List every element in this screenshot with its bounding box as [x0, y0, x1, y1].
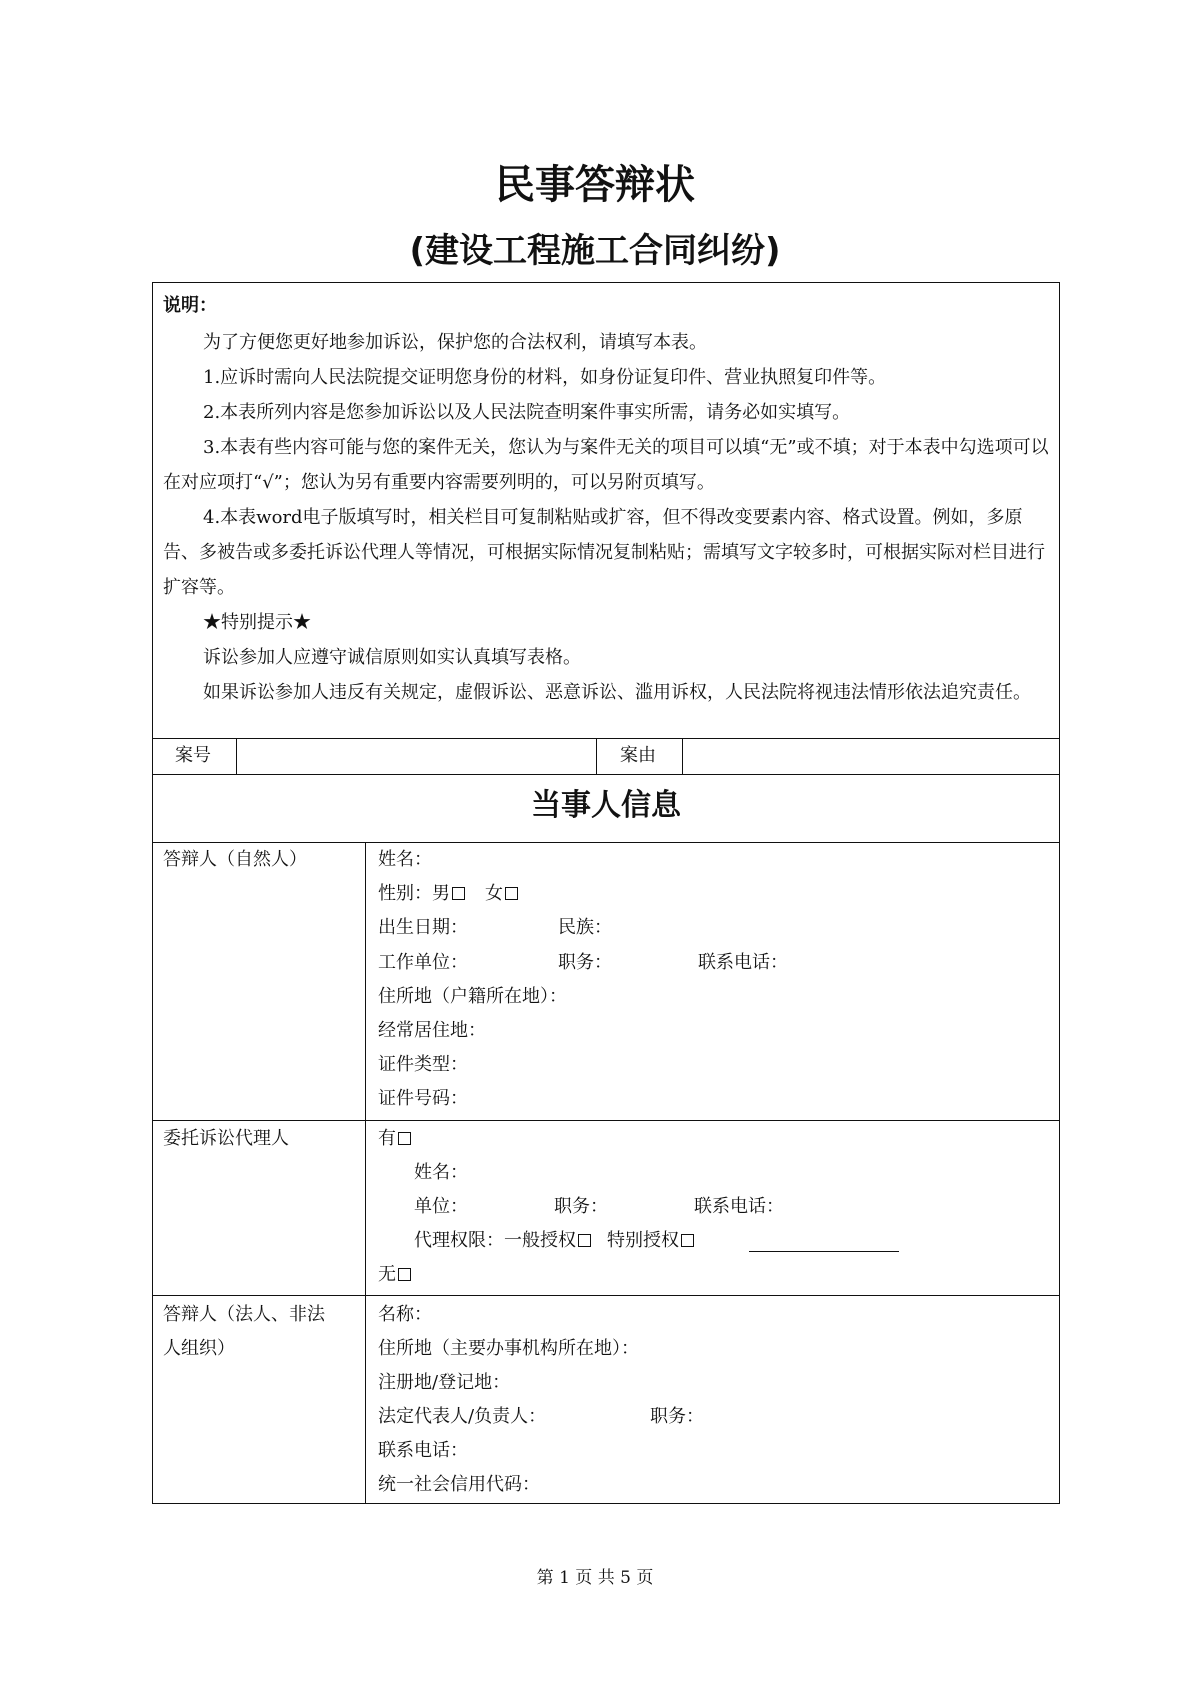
- authority-label: 代理权限：: [414, 1230, 504, 1251]
- general-authority-checkbox[interactable]: [578, 1234, 591, 1247]
- org-address-field[interactable]: 住所地（主要办事机构所在地）：: [378, 1338, 639, 1359]
- instruction-paragraph: 1.应诉时需向人民法院提交证明您身份的材料，如身份证复印件、营业执照复印件等。: [203, 367, 887, 388]
- row-divider: [153, 1295, 1059, 1296]
- credit-code-field[interactable]: 统一社会信用代码：: [378, 1474, 540, 1495]
- instruction-paragraph: 2.本表所列内容是您参加诉讼以及人民法院查明案件事实所需，请务必如实填写。: [203, 402, 851, 423]
- gender-field: [378, 883, 518, 905]
- employer-field[interactable]: 工作单位：: [378, 952, 468, 973]
- agent-no-label: 无: [378, 1264, 396, 1285]
- phone-field[interactable]: 联系电话：: [698, 952, 788, 973]
- authority-detail-underline[interactable]: [749, 1251, 899, 1252]
- case-cause-label: 案由: [620, 745, 656, 766]
- habitual-residence-field[interactable]: 经常居住地：: [378, 1020, 486, 1041]
- name-field[interactable]: 姓名：: [378, 849, 432, 870]
- natural-person-label: 答辩人（自然人）: [163, 849, 307, 870]
- female-checkbox[interactable]: [505, 887, 518, 900]
- legal-person-label-line1: 答辩人（法人、非法: [163, 1304, 325, 1325]
- agent-yes-option: [378, 1128, 411, 1150]
- position-field[interactable]: 职务：: [558, 952, 612, 973]
- id-number-field[interactable]: 证件号码：: [378, 1088, 468, 1109]
- column-divider: [365, 842, 366, 1504]
- party-info-title: 当事人信息: [531, 788, 681, 823]
- instruction-paragraph: 4.本表word电子版填写时，相关栏目可复制粘贴或扩容，但不得改变要素内容、格式设置。例如，多原告、多被告或多委托诉讼代理人等情况，可根据实际情况复制粘贴；需填写文字较多时，可根据实际对栏目进行扩容等。: [163, 507, 1045, 598]
- agent-authority-field: [414, 1230, 694, 1252]
- instruction-paragraph: 诉讼参加人应遵守诚信原则如实认真填写表格。: [203, 647, 581, 668]
- instruction-paragraph: 3.本表有些内容可能与您的案件无关，您认为与案件无关的项目可以填“无”或不填；对于本表中勾选项可以在对应项打“√”；您认为另有重要内容需要列明的，可以另附页填写。: [163, 437, 1049, 493]
- male-label: 男: [432, 883, 450, 904]
- column-divider: [596, 738, 597, 774]
- instructions-heading: 说明：: [163, 295, 217, 316]
- legal-representative-field[interactable]: 法定代表人/负责人：: [378, 1406, 547, 1427]
- org-phone-field[interactable]: 联系电话：: [378, 1440, 468, 1461]
- agent-name-field[interactable]: 姓名：: [414, 1162, 468, 1183]
- column-divider: [236, 738, 237, 774]
- general-authority-label: 一般授权: [504, 1230, 576, 1251]
- special-authority-checkbox[interactable]: [681, 1234, 694, 1247]
- row-divider: [153, 738, 1059, 739]
- agent-no-checkbox[interactable]: [398, 1268, 411, 1281]
- row-divider: [153, 1120, 1059, 1121]
- legal-person-label-line2: 人组织）: [163, 1338, 235, 1359]
- document-title: 民事答辩状: [495, 162, 695, 208]
- representative-position-field[interactable]: 职务：: [650, 1406, 704, 1427]
- row-divider: [153, 842, 1059, 843]
- document-subtitle: (建设工程施工合同纠纷): [409, 231, 781, 271]
- form-table: [152, 282, 1060, 1504]
- org-name-field[interactable]: 名称：: [378, 1304, 432, 1325]
- agent-unit-field[interactable]: 单位：: [414, 1196, 468, 1217]
- column-divider: [682, 738, 683, 774]
- special-notice-heading: ★特别提示★: [203, 612, 311, 633]
- agent-position-field[interactable]: 职务：: [554, 1196, 608, 1217]
- agent-phone-field[interactable]: 联系电话：: [694, 1196, 784, 1217]
- female-label: 女: [485, 883, 503, 904]
- row-divider: [153, 774, 1059, 775]
- instruction-paragraph: 为了方便您更好地参加诉讼，保护您的合法权利，请填写本表。: [203, 332, 707, 353]
- page-number: 第 1 页 共 5 页: [536, 1568, 654, 1588]
- special-authority-label: 特别授权: [607, 1230, 679, 1251]
- instruction-paragraph: 如果诉讼参加人违反有关规定，虚假诉讼、恶意诉讼、滥用诉权，人民法院将视违法情形依法追究责任。: [203, 682, 1031, 703]
- id-type-field[interactable]: 证件类型：: [378, 1054, 468, 1075]
- ethnicity-field[interactable]: 民族：: [558, 917, 612, 938]
- case-number-label: 案号: [175, 745, 211, 766]
- agent-label: 委托诉讼代理人: [163, 1128, 289, 1149]
- residence-field[interactable]: 住所地（户籍所在地）：: [378, 986, 567, 1007]
- agent-yes-checkbox[interactable]: [398, 1132, 411, 1145]
- male-checkbox[interactable]: [452, 887, 465, 900]
- instructions: [163, 293, 1051, 710]
- agent-no-option: [378, 1264, 411, 1286]
- agent-yes-label: 有: [378, 1128, 396, 1149]
- birth-date-field[interactable]: 出生日期：: [378, 917, 468, 938]
- registered-address-field[interactable]: 注册地/登记地：: [378, 1372, 511, 1393]
- gender-label: 性别：: [378, 883, 432, 904]
